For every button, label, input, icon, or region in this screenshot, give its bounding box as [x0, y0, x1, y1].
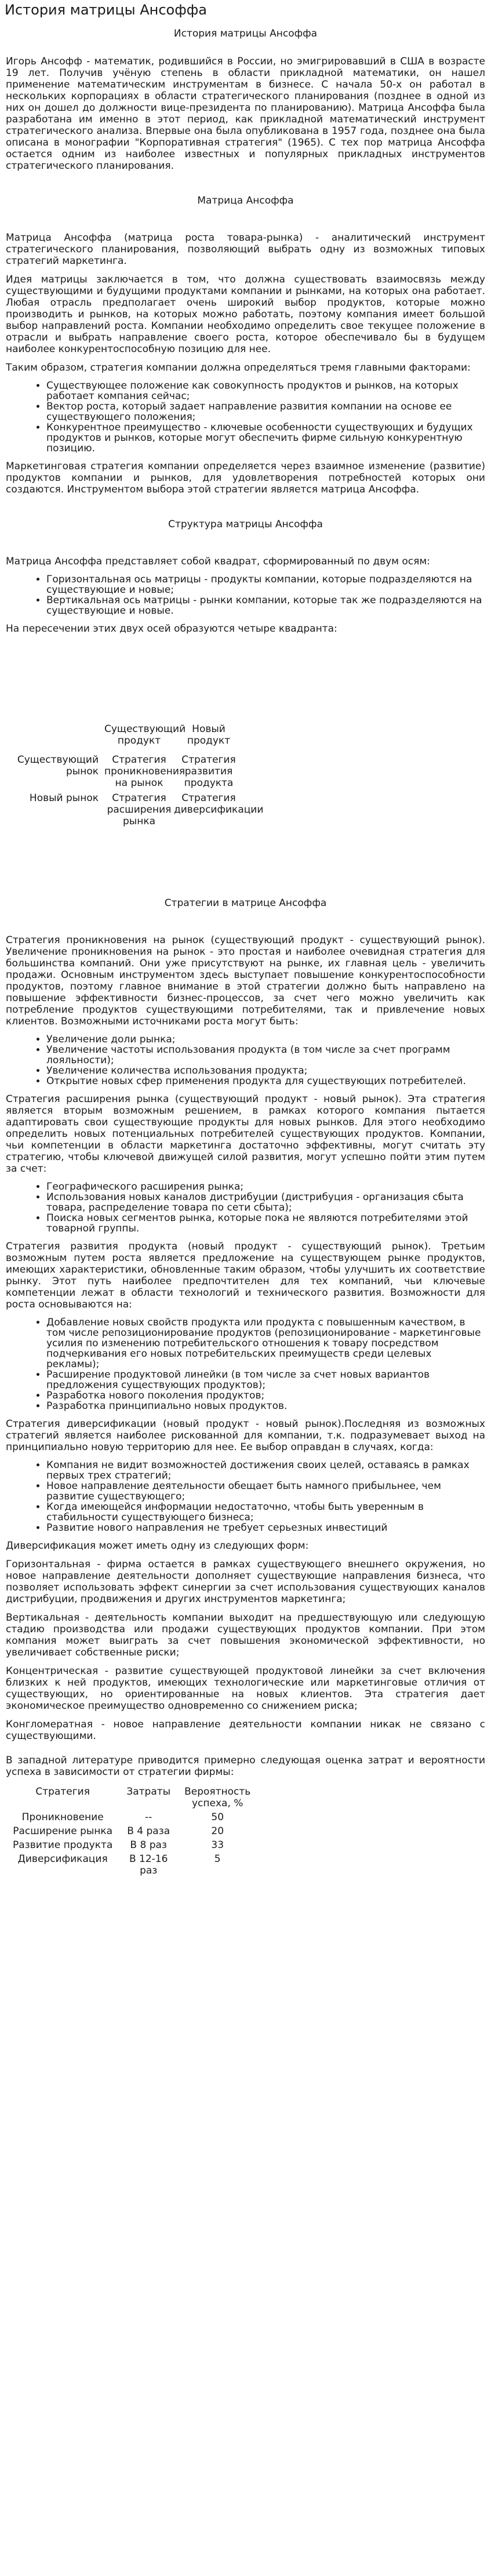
strategies-title: Стратегии в матрице Ансоффа — [164, 897, 327, 909]
document-content — [0, 28, 491, 1878]
list-item: • Увеличение количества использования продукта; — [46, 1066, 485, 1076]
diversification-forms-intro: Диверсификация может иметь одну из следующих форм: — [6, 1540, 309, 1552]
structure-p2: На пересечении этих двух осей образуются четыре квадранта: — [6, 623, 337, 635]
list-item: • Когда имеющейся информации недостаточно, чтобы быть уверенным в стабильности существующего бизнеса; — [46, 1502, 485, 1523]
matrix-quadrant-product-development: Стратегия развития продукта — [181, 754, 236, 789]
penetration-paragraph: Стратегия проникновения на рынок (существующий продукт - существующий рынок). Увеличение проникновения на рынок - это простая и наиболее очевидная стратегия для большинства компаний. Они уже присутствуют на рынке, их главная цель - увеличить продажи. Основным инструментом здесь выступает повышение конкурентоспособности продуктов, поэтому главное внимание в этой стратегии должно быть направлено на повышение эффективности бизнес-процессов, за счет чего можно увеличить как потребление продуктов существующими потребителями, так и привлечение новых клиентов. Возможными источниками роста могут быть: — [6, 934, 485, 1027]
list-item: • Разработка нового поколения продуктов; — [46, 1390, 485, 1401]
list-item: • Горизонтальная ось матрицы - продукты компании, которые подразделяются на существующие и новые; — [46, 574, 485, 595]
table-cell: В 8 раз — [130, 1839, 167, 1851]
list-item: • Новое направление деятельности обещает быть намного прибыльнее, чем развитие существующего; — [46, 1481, 485, 1502]
product-development-list — [6, 1317, 485, 1411]
table-row — [6, 1824, 257, 1838]
matrix-quadrant-penetration: Стратегия проникновения на рынок — [104, 754, 186, 789]
form-conglomerate: Конгломератная - новое направление деятельности компании никак не связано с существующими. — [6, 1719, 485, 1742]
table-row — [6, 1838, 257, 1852]
list-item: • Увеличение доли рынка; — [46, 1034, 485, 1045]
table-header-row — [6, 1785, 257, 1810]
matrix-corner — [6, 722, 104, 752]
table-cell: Проникновение — [21, 1811, 104, 1823]
matrix-col-new-product: Новый продукт — [187, 723, 231, 747]
list-item: • Географического расширения рынка; — [46, 1182, 485, 1192]
history-subtitle: История матрицы Ансоффа — [173, 28, 318, 39]
list-item: • Увеличение частоты использования продукта (в том числе за счет программ лояльности); — [46, 1045, 485, 1066]
costs-intro: В западной литературе приводится примерно следующая оценка затрат и вероятности успеха в зависимости от стратегии фирмы: — [6, 1755, 485, 1778]
costs-table — [6, 1785, 257, 1878]
product-development-paragraph: Стратегия развития продукта (новый продукт - существующий рынок). Третьим возможным путем роста является предложение на существующем рынке продуктов, имеющих характеристики, обновленные таким образом, чтобы улучшить их соответствие рынку. Этот путь наиболее предпочтителен для тех компаний, чьи ключевые компетенции лежат в области технологий и технического развития. Возможности для роста основываются на: — [6, 1241, 485, 1310]
matrix-intro-p1: Матрица Ансоффа (матрица роста товара-рынка) - аналитический инструмент стратегического планирования, позволяющий выбрать одну из возможных типовых стратегий маркетинга. — [6, 232, 485, 267]
matrix-row-existing-market: Существующий рынок — [17, 754, 99, 777]
list-item: • Добавление новых свойств продукта или продукта с повышенным качеством, в том числе репозиционирование продуктов (репозиционирование - маркетинговые усилия по изменению потребительского отношения к товару посредством подчеркивания его новых потребительских преимуществ среди целевых рекламы); — [46, 1317, 485, 1369]
table-header-cell: Вероятность успеха, % — [184, 1786, 251, 1809]
list-item: • Развитие нового направления не требует серьезных инвестиций — [46, 1523, 485, 1533]
form-horizontal: Горизонтальная - фирма остается в рамках существующего внешнего окружения, но новое направление деятельности дополняет существующие направления бизнеса, что позволяет использовать эффект синергии за счет использования существующих каналов дистрибуции, продвижения и других инструментов маркетинга; — [6, 1559, 485, 1605]
table-header-cell: Стратегия — [35, 1786, 90, 1798]
list-item: • Поиска новых сегментов рынка, которые пока не являются потребителями этой товарной группы. — [46, 1213, 485, 1234]
matrix-quadrant-market-development: Стратегия расширения рынка — [107, 792, 172, 827]
table-cell: 50 — [211, 1811, 224, 1823]
matrix-quadrant-diversification: Стратегия диверсификации — [174, 792, 264, 816]
table-cell: Развитие продукта — [13, 1839, 113, 1851]
list-item: • Существующее положение как совокупность продуктов и рынков, на которых работает компания сейчас; — [46, 381, 485, 401]
table-cell: 5 — [214, 1853, 221, 1865]
list-item: • Вектор роста, который задает направление развития компании на основе ее существующего положения; — [46, 401, 485, 422]
list-item: • Компания не видит возможностей достижения своих целей, оставаясь в рамках первых трех стратегий; — [46, 1460, 485, 1481]
matrix-intro-p2: Идея матрицы заключается в том, что должна существовать взаимосвязь между существующими и будущими продуктами компании и рынками, на которых она работает. Любая отрасль предполагает очень широкий выбор продуктов, которые можно производить и рынков, на которых можно работать, поэтому компания имеет большой выбор направлений роста. Компании необходимо определить свое текущее положение в отрасли и выбрать направление своего роста, которое обеспечивало бы в будущем наиболее конкурентоспособную позицию для нее. — [6, 274, 485, 355]
list-item: • Разработка принципиально новых продуктов. — [46, 1401, 485, 1411]
table-header-cell: Затраты — [126, 1786, 171, 1798]
list-item: • Открытие новых сфер применения продукта для существующих потребителей. — [46, 1076, 485, 1086]
table-cell: -- — [145, 1811, 152, 1823]
table-row — [6, 1852, 257, 1878]
table-cell: 20 — [211, 1825, 224, 1837]
ansoff-matrix — [6, 722, 485, 829]
list-item: • Расширение продуктовой линейки (в том числе за счет новых вариантов предложения существующих продуктов); — [46, 1369, 485, 1390]
form-concentric: Концентрическая - развитие существующей продуктовой линейки за счет включения близких к ней продуктов, имеющих технологические или маркетинговые отличия от существующих, но ориентированные на новых клиентов. Эта стратегия дает экономическое преимущество одновременно со снижением риска; — [6, 1665, 485, 1712]
matrix-intro-p3: Таким образом, стратегия компании должна определяться тремя главными факторами: — [6, 362, 471, 374]
factors-list — [6, 381, 485, 454]
table-cell: Диверсификация — [17, 1853, 108, 1865]
history-paragraph: Игорь Ансофф - математик, родившийся в России, но эмигрировавший в США в возрасте 19 лет. Получив учёную степень в области прикладной математики, он нашел применение математическим инструментам в бизнесе. С начала 50-х он работал в нескольких корпорациях в области стратегического планирования (позднее в одной из них он дошел до должности вице-президента по планированию). Матрица Ансоффа была разработана им именно в этот период, как прикладной математический инструмент стратегического анализа. Впервые она была опубликована в 1957 года, позднее она была описана в монографии "Корпоративная стратегия" (1965). С тех пор матрица Ансоффа остается одним из наиболее известных и популярных прикладных инструментов стратегического планирования. — [6, 56, 485, 172]
table-cell: В 4 раза — [127, 1825, 170, 1837]
diversification-list — [6, 1460, 485, 1533]
structure-p1: Матрица Ансоффа представляет собой квадрат, сформированный по двум осям: — [6, 556, 430, 567]
list-item: • Вертикальная ось матрицы - рынки компании, которые так же подразделяются на существующие и новые. — [46, 595, 485, 616]
table-row — [6, 1810, 257, 1824]
diversification-paragraph: Стратегия диверсификации (новый продукт - новый рынок).Последняя из возможных стратегий является наиболее рискованной для компании, т.к. подразумевает выход на принципиально новую территорию для нее. Ее выбор оправдан в случаях, когда: — [6, 1418, 485, 1453]
table-cell: В 12-16 раз — [129, 1853, 168, 1876]
list-item: • Конкурентное преимущество - ключевые особенности существующих и будущих продуктов и рынков, которые могут обеспечить фирме сильную конкурентную позицию. — [46, 422, 485, 454]
structure-title: Структура матрицы Ансоффа — [168, 519, 323, 530]
matrix-row-new-market: Новый рынок — [29, 792, 99, 804]
matrix-intro-p4: Маркетинговая стратегия компании определяется через взаимное изменение (развитие) продуктов компании и рынков, для удовлетворения потребностей которых они создаются. Инструментом выбора этой стратегии является матрица Ансоффа. — [6, 461, 485, 495]
market-development-paragraph: Стратегия расширения рынка (существующий продукт - новый рынок). Эта стратегия является вторым возможным решением, в рамках которого компания пытается адаптировать свои существующие продукты для новых рынков. Для этого необходимо определить новых потенциальных потребителей существующих продуктов. Компании, чьи компетенции в области маркетинга достаточно эффективны, могут считать эту стратегию, чтобы ключевой движущей силой развития, могут успешно пойти этим путем за счет: — [6, 1093, 485, 1175]
table-cell: 33 — [211, 1839, 224, 1851]
axes-list — [6, 574, 485, 616]
table-cell: Расширение рынка — [13, 1825, 113, 1837]
market-development-list — [6, 1182, 485, 1234]
document-page — [0, 1, 491, 1878]
matrix-col-existing-product: Существующий продукт — [104, 723, 186, 747]
page-title: История матрицы Ансоффа — [5, 2, 207, 18]
form-vertical: Вертикальная - деятельность компании выходит на предшествующую или следующую стадию производства или продажи существующих продуктов компании. При этом компания может выиграть за счет повышения экономической эффективности, но увеличивает собственные риски; — [6, 1612, 485, 1658]
penetration-list — [6, 1034, 485, 1086]
list-item: • Использования новых каналов дистрибуции (дистрибуция - организация сбыта товара, распределение товара по сети сбыта); — [46, 1192, 485, 1213]
matrix-intro-title: Матрица Ансоффа — [197, 195, 294, 206]
